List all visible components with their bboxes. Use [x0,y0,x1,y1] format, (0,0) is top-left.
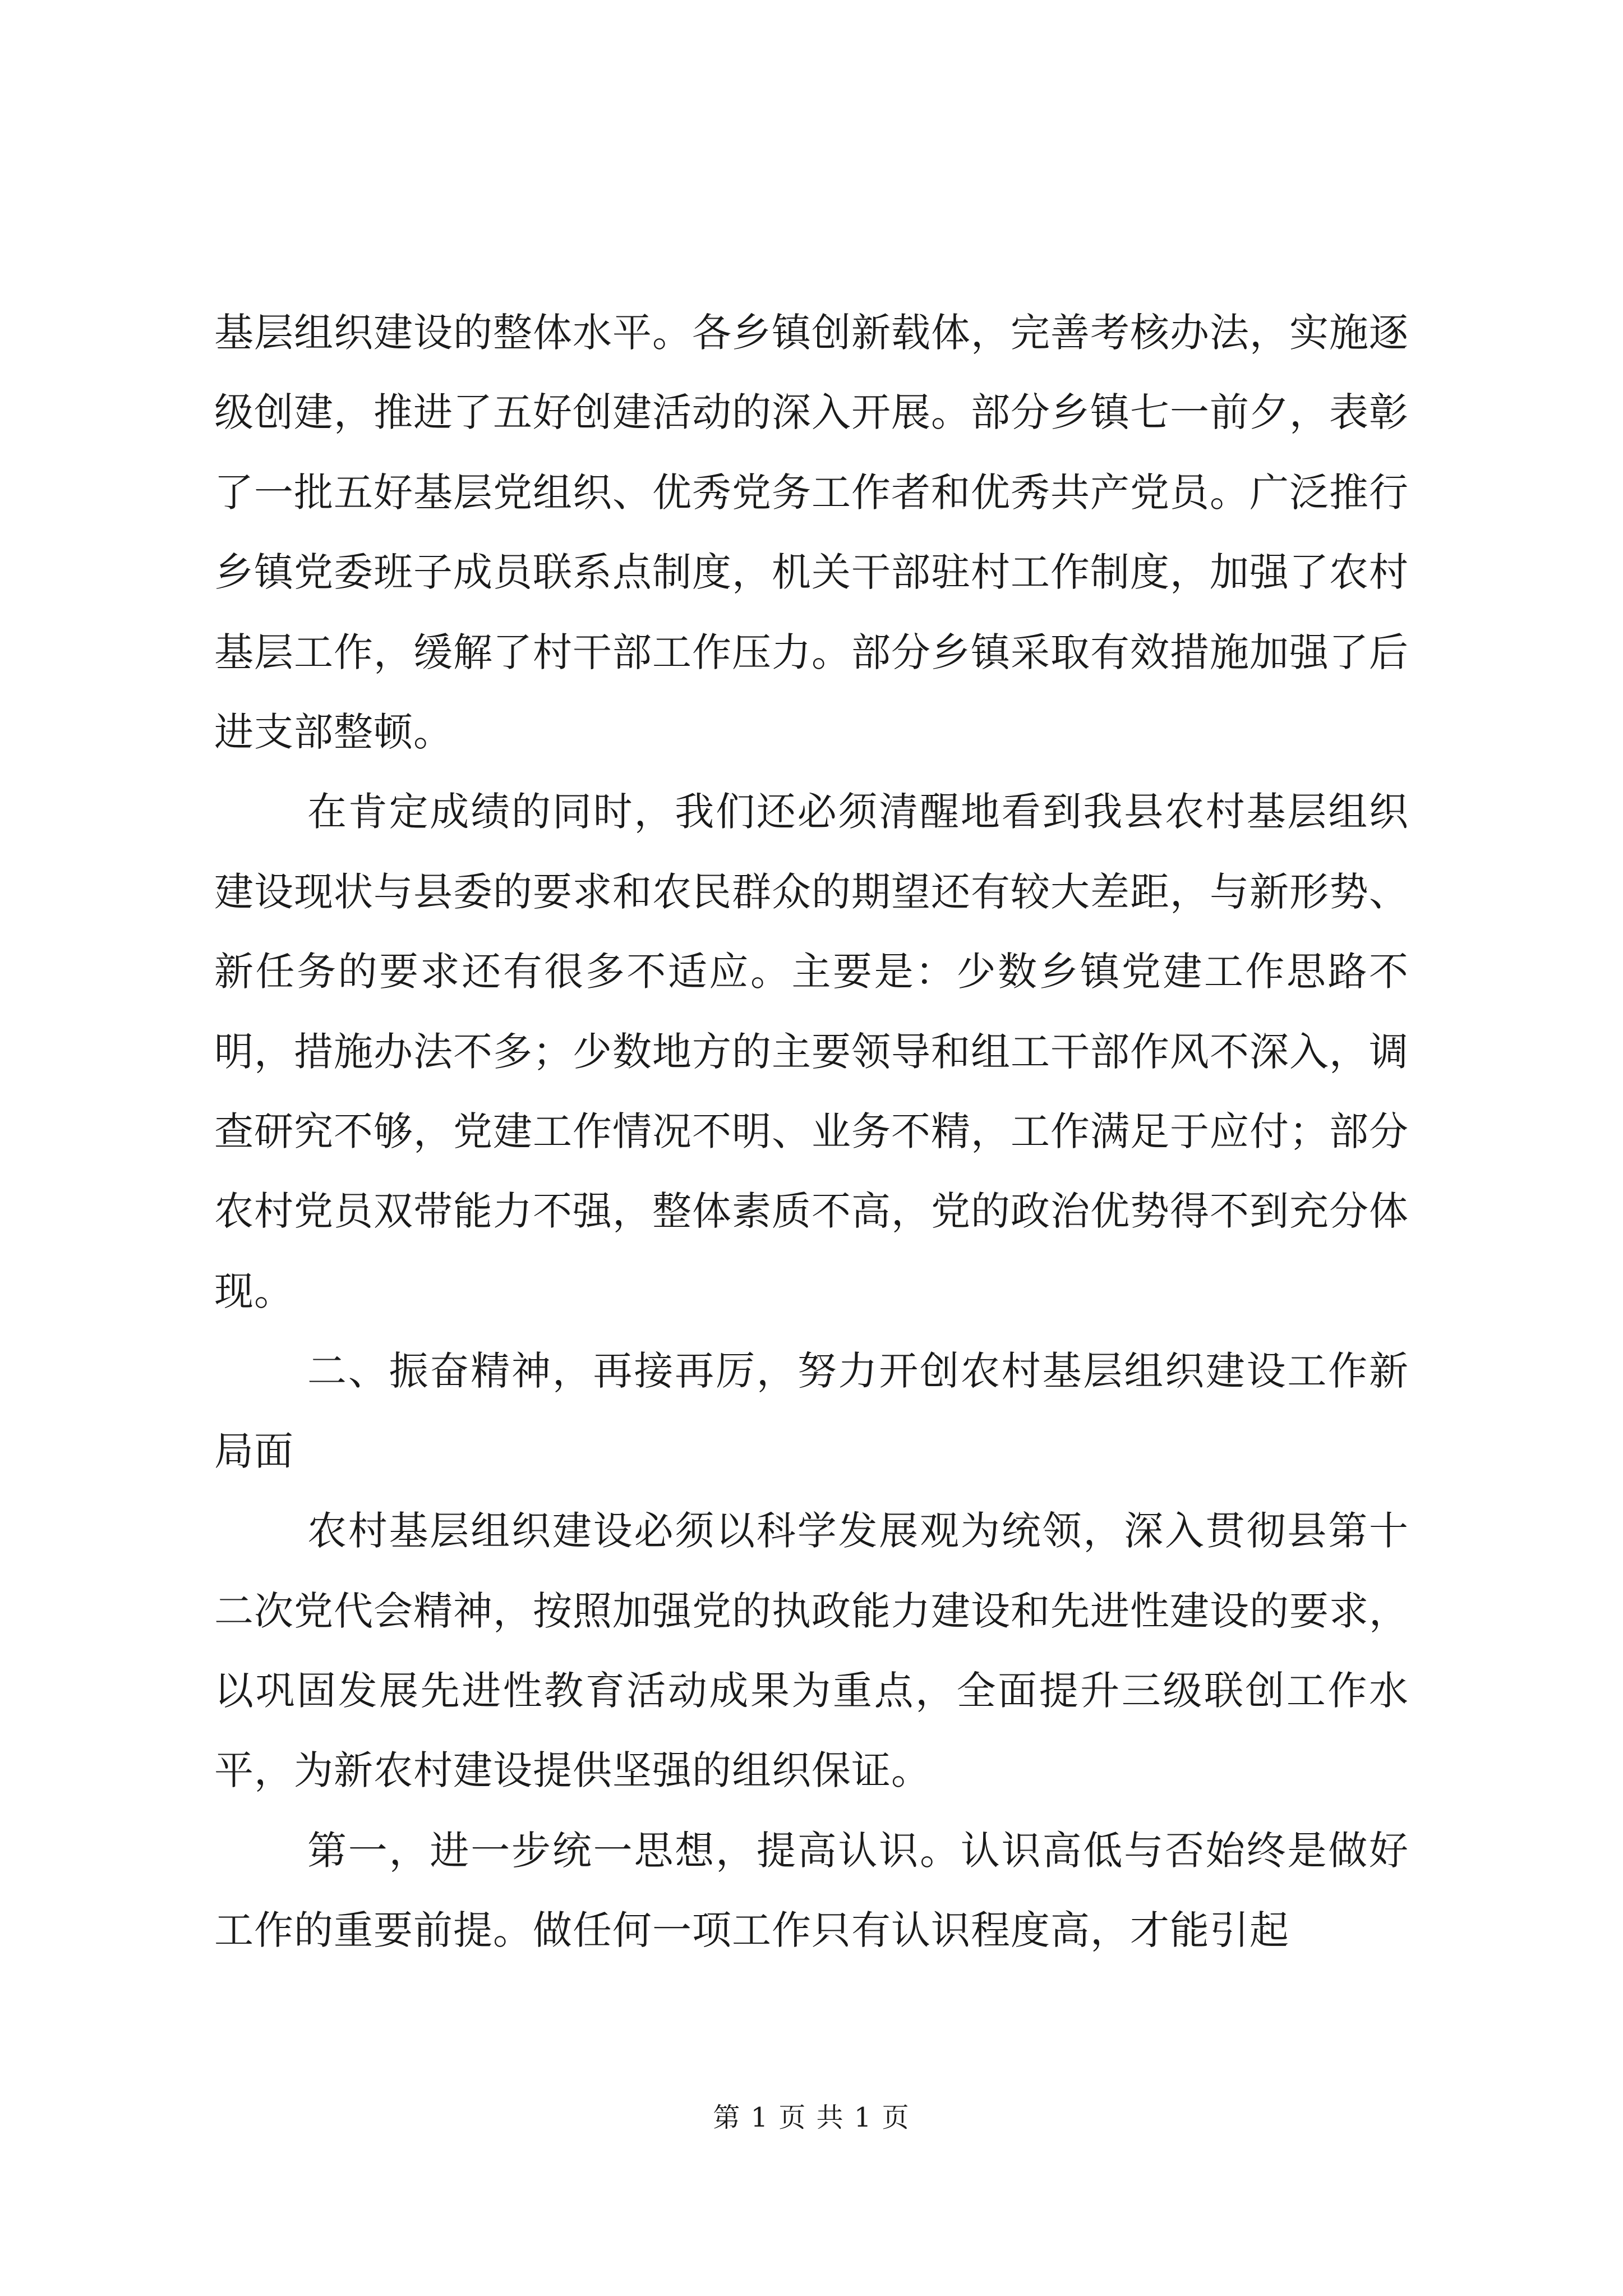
paragraph: 在肯定成绩的同时，我们还必须清醒地看到我县农村基层组织建设现状与县委的要求和农民群众的期望还有较大差距，与新形势、新任务的要求还有很多不适应。主要是：少数乡镇党建工作思路不明，措施办法不多；少数地方的主要领导和组工干部作风不深入，调查研究不够，党建工作情况不明、业务不精，工作满足于应付；部分农村党员双带能力不强，整体素质不高，党的政治优势得不到充分体现。 [214,789,1409,1314]
section-heading: 二、振奋精神，再接再厉，努力开创农村基层组织建设工作新局面 [214,1348,1409,1474]
paragraph: 农村基层组织建设必须以科学发展观为统领，深入贯彻县第十二次党代会精神，按照加强党的执政能力建设和先进性建设的要求，以巩固发展先进性教育活动成果为重点，全面提升三级联创工作水平，为新农村建设提供坚强的组织保证。 [214,1508,1409,1794]
page-number-footer: 第 1 页 共 1 页 [713,2102,910,2133]
paragraph: 第一，进一步统一思想，提高认识。认识高低与否始终是做好工作的重要前提。做任何一项工作只有认识程度高，才能引起 [214,1827,1409,1954]
document-body [214,293,1409,1971]
paragraph-continuation: 基层组织建设的整体水平。各乡镇创新载体，完善考核办法，实施逐级创建，推进了五好创建活动的深入开展。部分乡镇七一前夕，表彰了一批五好基层党组织、优秀党务工作者和优秀共产党员。广泛推行乡镇党委班子成员联系点制度，机关干部驻村工作制度，加强了农村基层工作，缓解了村干部工作压力。部分乡镇采取有效措施加强了后进支部整顿。 [214,310,1409,756]
